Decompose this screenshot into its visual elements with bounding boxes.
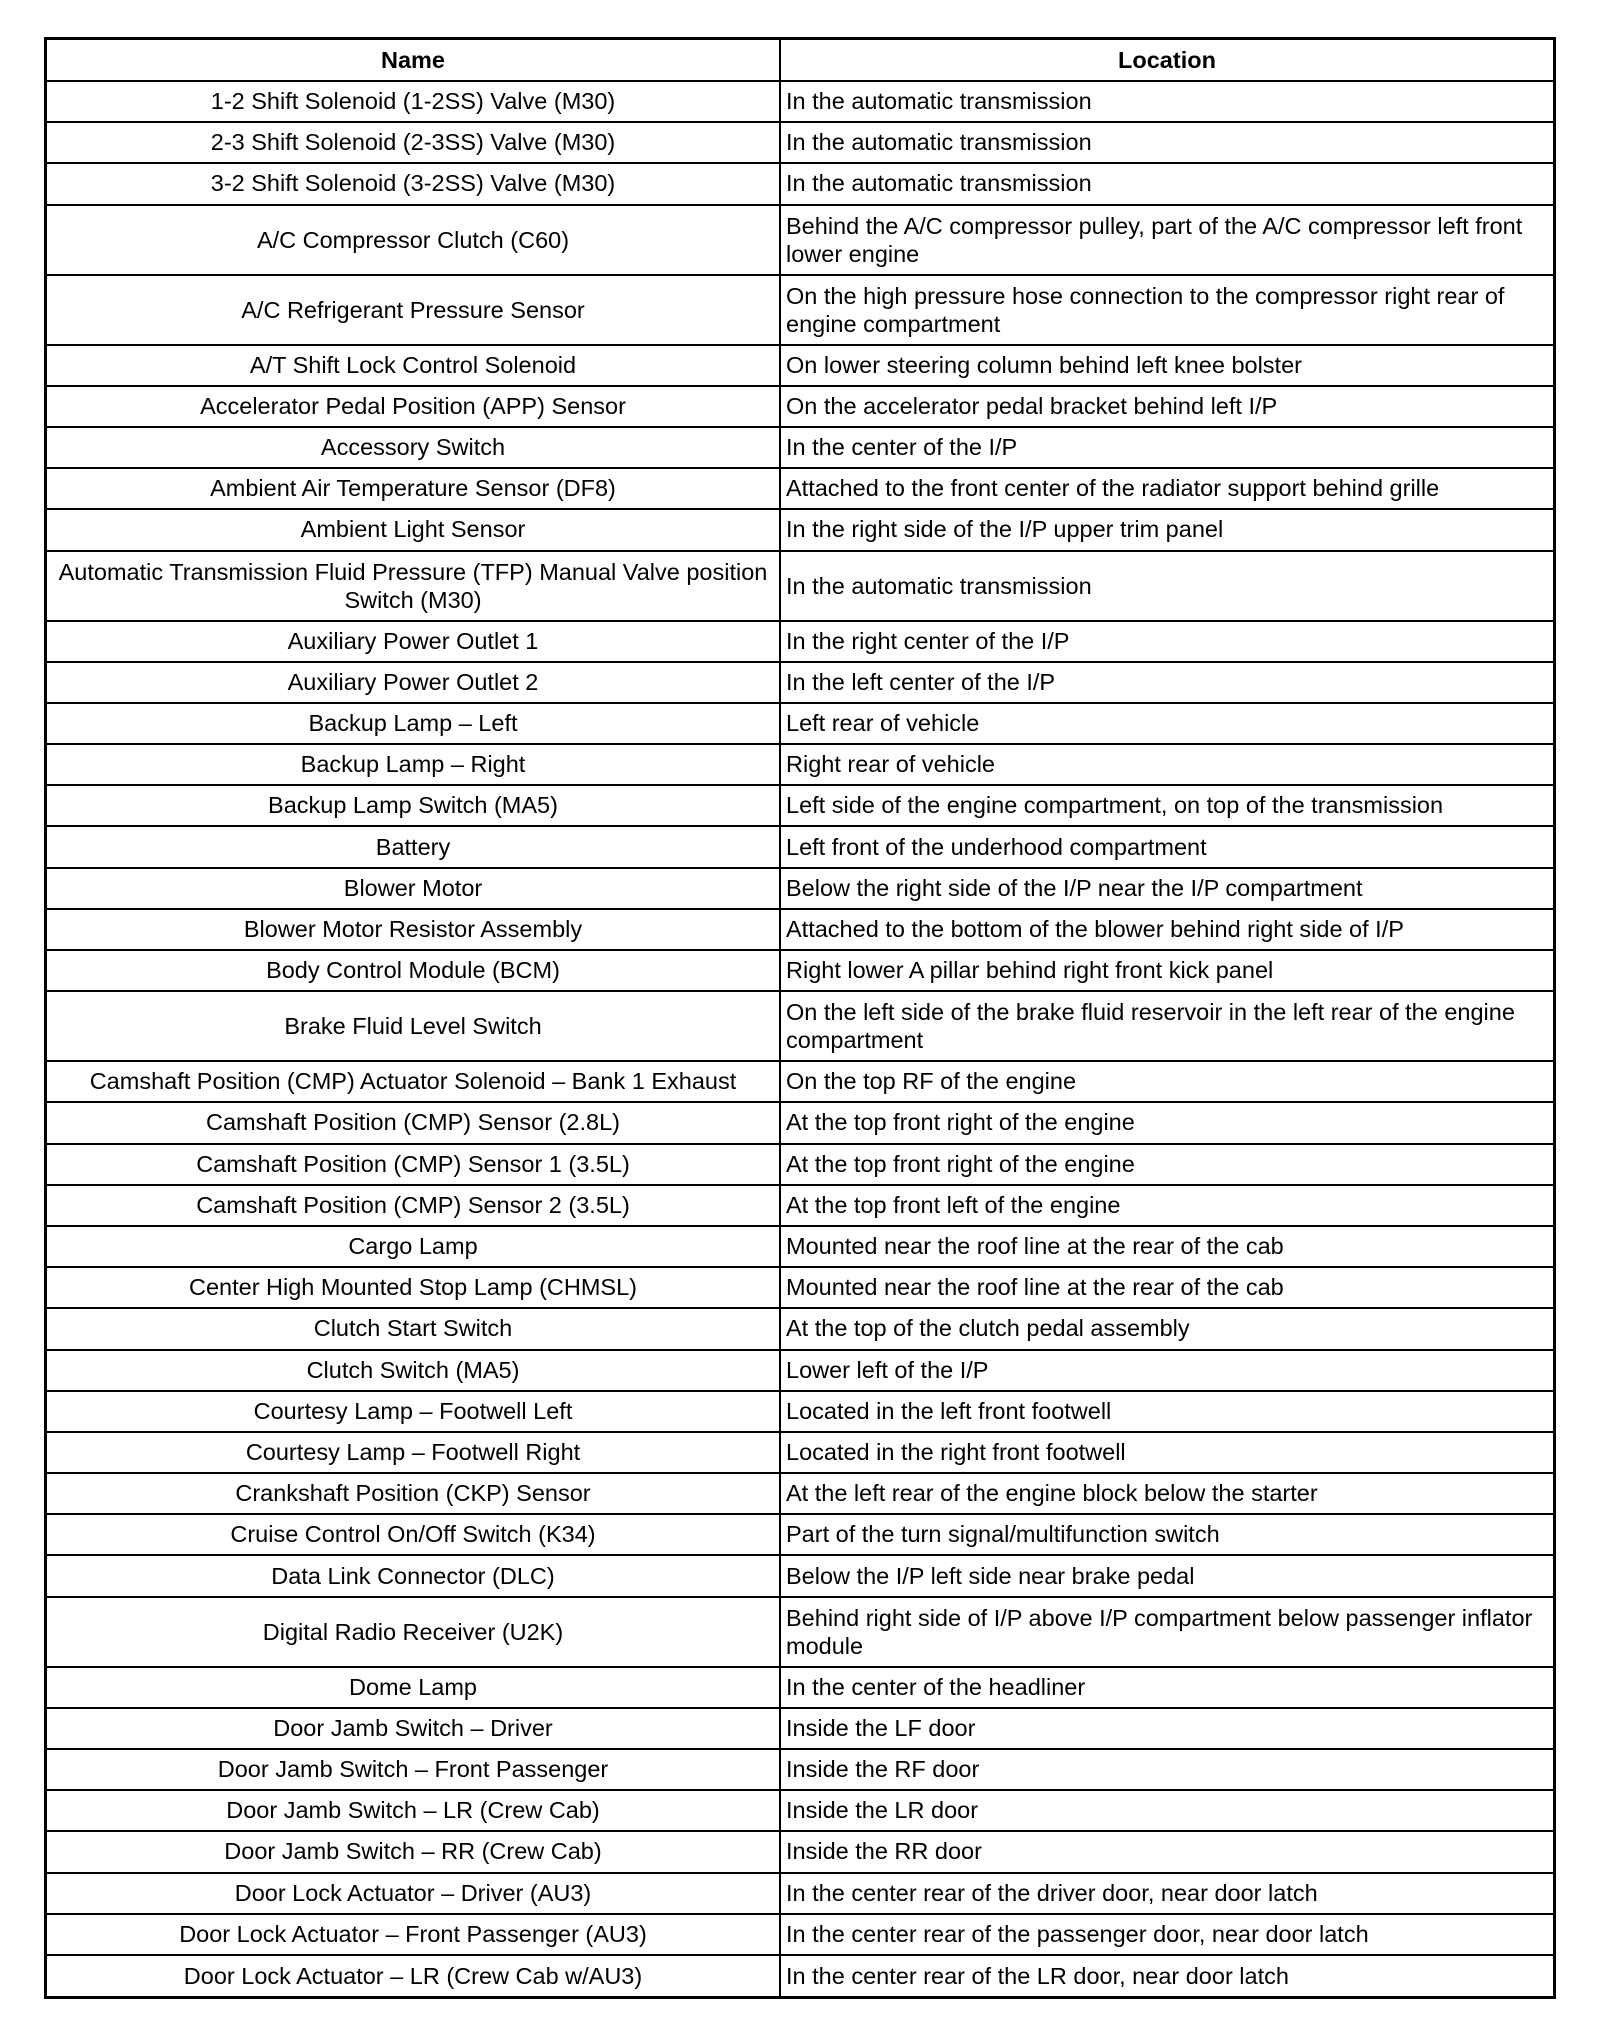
cell-name: Courtesy Lamp – Footwell Right [47, 1432, 780, 1473]
table-row [47, 1391, 1553, 1432]
cell-location: At the left rear of the engine block below the starter [780, 1473, 1553, 1514]
cell-name: Accelerator Pedal Position (APP) Sensor [47, 386, 780, 427]
cell-name: Accessory Switch [47, 427, 780, 468]
cell-name: A/T Shift Lock Control Solenoid [47, 345, 780, 386]
cell-location: In the automatic transmission [780, 163, 1553, 204]
cell-location: Inside the LR door [780, 1790, 1553, 1831]
table-row [47, 1914, 1553, 1955]
cell-location: Left front of the underhood compartment [780, 826, 1553, 867]
cell-location: Behind the A/C compressor pulley, part of the A/C compressor left front lower engine [780, 205, 1553, 275]
cell-location: Inside the RR door [780, 1831, 1553, 1872]
table-row [47, 1514, 1553, 1555]
table-row [47, 1473, 1553, 1514]
cell-name: Digital Radio Receiver (U2K) [47, 1597, 780, 1667]
cell-name: Courtesy Lamp – Footwell Left [47, 1391, 780, 1432]
cell-name: Door Jamb Switch – RR (Crew Cab) [47, 1831, 780, 1872]
cell-location: In the center rear of the LR door, near door latch [780, 1955, 1553, 1996]
table-row [47, 427, 1553, 468]
table-row [47, 909, 1553, 950]
cell-name: Blower Motor Resistor Assembly [47, 909, 780, 950]
cell-name: 2-3 Shift Solenoid (2-3SS) Valve (M30) [47, 122, 780, 163]
cell-location: On the high pressure hose connection to the compressor right rear of engine compartment [780, 275, 1553, 345]
table-row [47, 1873, 1553, 1914]
cell-location: Mounted near the roof line at the rear of the cab [780, 1267, 1553, 1308]
table-row [47, 386, 1553, 427]
cell-location: Behind right side of I/P above I/P compartment below passenger inflator module [780, 1597, 1553, 1667]
cell-name: Clutch Start Switch [47, 1308, 780, 1349]
table-row [47, 1061, 1553, 1102]
cell-location: Right rear of vehicle [780, 744, 1553, 785]
table-row [47, 1555, 1553, 1596]
table-row [47, 991, 1553, 1061]
cell-name: Dome Lamp [47, 1667, 780, 1708]
cell-location: Attached to the front center of the radiator support behind grille [780, 468, 1553, 509]
cell-location: In the center rear of the driver door, near door latch [780, 1873, 1553, 1914]
cell-name: A/C Refrigerant Pressure Sensor [47, 275, 780, 345]
table-row [47, 1955, 1553, 1996]
cell-location: In the center rear of the passenger door, near door latch [780, 1914, 1553, 1955]
table-row [47, 1102, 1553, 1143]
cell-name: 1-2 Shift Solenoid (1-2SS) Valve (M30) [47, 81, 780, 122]
table-row [47, 81, 1553, 122]
table-row [47, 744, 1553, 785]
cell-location: Mounted near the roof line at the rear of the cab [780, 1226, 1553, 1267]
table-row [47, 163, 1553, 204]
cell-name: Door Lock Actuator – LR (Crew Cab w/AU3) [47, 1955, 780, 1996]
table-row [47, 509, 1553, 550]
table-row [47, 1667, 1553, 1708]
cell-name: Brake Fluid Level Switch [47, 991, 780, 1061]
cell-name: Auxiliary Power Outlet 1 [47, 621, 780, 662]
cell-location: Located in the left front footwell [780, 1391, 1553, 1432]
cell-location: At the top of the clutch pedal assembly [780, 1308, 1553, 1349]
cell-location: In the automatic transmission [780, 122, 1553, 163]
table-row [47, 1185, 1553, 1226]
cell-name: Backup Lamp – Left [47, 703, 780, 744]
cell-name: Crankshaft Position (CKP) Sensor [47, 1473, 780, 1514]
cell-name: Camshaft Position (CMP) Sensor 2 (3.5L) [47, 1185, 780, 1226]
cell-name: Backup Lamp – Right [47, 744, 780, 785]
table-row [47, 1226, 1553, 1267]
cell-name: 3-2 Shift Solenoid (3-2SS) Valve (M30) [47, 163, 780, 204]
cell-name: Backup Lamp Switch (MA5) [47, 785, 780, 826]
cell-name: Center High Mounted Stop Lamp (CHMSL) [47, 1267, 780, 1308]
table-body [47, 81, 1553, 1996]
component-locator-table [47, 40, 1553, 1996]
cell-location: In the center of the I/P [780, 427, 1553, 468]
cell-location: Left rear of vehicle [780, 703, 1553, 744]
cell-location: Inside the LF door [780, 1708, 1553, 1749]
cell-name: Door Lock Actuator – Front Passenger (AU3) [47, 1914, 780, 1955]
cell-name: Door Jamb Switch – LR (Crew Cab) [47, 1790, 780, 1831]
cell-location: Attached to the bottom of the blower behind right side of I/P [780, 909, 1553, 950]
table-row [47, 122, 1553, 163]
table-row [47, 785, 1553, 826]
cell-name: Camshaft Position (CMP) Sensor (2.8L) [47, 1102, 780, 1143]
column-header-name: Name [47, 40, 780, 81]
component-locator-table-frame [44, 37, 1556, 1999]
table-row [47, 826, 1553, 867]
cell-location: Left side of the engine compartment, on top of the transmission [780, 785, 1553, 826]
table-row [47, 1144, 1553, 1185]
cell-location: In the right center of the I/P [780, 621, 1553, 662]
table-row [47, 468, 1553, 509]
table-row [47, 345, 1553, 386]
column-header-location: Location [780, 40, 1553, 81]
cell-location: At the top front right of the engine [780, 1144, 1553, 1185]
cell-location: Below the right side of the I/P near the I/P compartment [780, 868, 1553, 909]
cell-name: Door Lock Actuator – Driver (AU3) [47, 1873, 780, 1914]
cell-name: Data Link Connector (DLC) [47, 1555, 780, 1596]
cell-name: Auxiliary Power Outlet 2 [47, 662, 780, 703]
cell-location: Part of the turn signal/multifunction switch [780, 1514, 1553, 1555]
table-row [47, 950, 1553, 991]
cell-location: In the automatic transmission [780, 551, 1553, 621]
table-row [47, 1308, 1553, 1349]
cell-location: At the top front left of the engine [780, 1185, 1553, 1226]
table-row [47, 1708, 1553, 1749]
cell-name: Battery [47, 826, 780, 867]
table-row [47, 662, 1553, 703]
table-header-row [47, 40, 1553, 81]
table-row [47, 703, 1553, 744]
table-row [47, 1749, 1553, 1790]
cell-location: Located in the right front footwell [780, 1432, 1553, 1473]
cell-location: At the top front right of the engine [780, 1102, 1553, 1143]
cell-location: In the right side of the I/P upper trim panel [780, 509, 1553, 550]
table-row [47, 551, 1553, 621]
cell-name: Door Jamb Switch – Driver [47, 1708, 780, 1749]
cell-location: Right lower A pillar behind right front kick panel [780, 950, 1553, 991]
table-row [47, 621, 1553, 662]
cell-name: Door Jamb Switch – Front Passenger [47, 1749, 780, 1790]
cell-name: Ambient Light Sensor [47, 509, 780, 550]
cell-name: Cargo Lamp [47, 1226, 780, 1267]
cell-name: Clutch Switch (MA5) [47, 1350, 780, 1391]
table-row [47, 275, 1553, 345]
table-row [47, 868, 1553, 909]
cell-location: Lower left of the I/P [780, 1350, 1553, 1391]
table-row [47, 1432, 1553, 1473]
cell-name: Blower Motor [47, 868, 780, 909]
cell-name: Cruise Control On/Off Switch (K34) [47, 1514, 780, 1555]
cell-name: Ambient Air Temperature Sensor (DF8) [47, 468, 780, 509]
cell-location: On the top RF of the engine [780, 1061, 1553, 1102]
table-row [47, 205, 1553, 275]
table-row [47, 1350, 1553, 1391]
cell-location: On lower steering column behind left knee bolster [780, 345, 1553, 386]
table-row [47, 1267, 1553, 1308]
cell-name: Camshaft Position (CMP) Actuator Solenoid – Bank 1 Exhaust [47, 1061, 780, 1102]
cell-location: On the left side of the brake fluid reservoir in the left rear of the engine compartment [780, 991, 1553, 1061]
cell-location: In the left center of the I/P [780, 662, 1553, 703]
cell-location: Below the I/P left side near brake pedal [780, 1555, 1553, 1596]
cell-name: Body Control Module (BCM) [47, 950, 780, 991]
cell-location: In the automatic transmission [780, 81, 1553, 122]
cell-location: Inside the RF door [780, 1749, 1553, 1790]
cell-name: A/C Compressor Clutch (C60) [47, 205, 780, 275]
table-row [47, 1831, 1553, 1872]
cell-name: Automatic Transmission Fluid Pressure (TFP) Manual Valve position Switch (M30) [47, 551, 780, 621]
table-row [47, 1790, 1553, 1831]
table-row [47, 1597, 1553, 1667]
cell-location: On the accelerator pedal bracket behind left I/P [780, 386, 1553, 427]
cell-location: In the center of the headliner [780, 1667, 1553, 1708]
cell-name: Camshaft Position (CMP) Sensor 1 (3.5L) [47, 1144, 780, 1185]
